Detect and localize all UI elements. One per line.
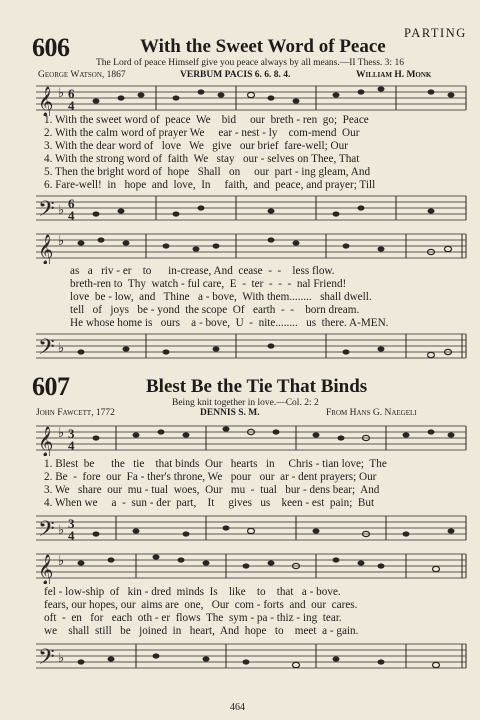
verse-line: love be - low, and Thine a - bove, With them........ shall dwell. (70, 291, 372, 303)
music-staff (36, 420, 468, 456)
svg-text:𝄢: 𝄢 (38, 335, 55, 364)
section-heading: PARTING (404, 26, 467, 40)
hymn-author: George Watson, 1867 (38, 70, 126, 80)
verse-line: 4. With the strong word of faith We stay our - selves on Thee, That (44, 153, 360, 165)
verse-line: 2. Be - fore our Fa - ther's throne, We pour our ar - dent prayers; Our (44, 471, 377, 483)
verse-line: tell of joys be - yond the scope Of earth - - born dream. (70, 304, 360, 316)
verse-line: 1. With the sweet word of peace We bid our breth - ren go; Peace (44, 114, 369, 126)
svg-text:𝄢: 𝄢 (38, 197, 55, 226)
verse-line: oft - en for each oth - er flows The sym - pa - thiz - ing tear. (44, 612, 342, 624)
music-staff (36, 638, 468, 674)
hymn-composer: William H. Monk (356, 70, 432, 80)
verse-line: 4. When we a - sun - der part, It gives us keen - est pain; But (44, 497, 375, 509)
svg-text:𝄞: 𝄞 (38, 427, 54, 456)
music-staff (36, 548, 468, 584)
verse-line: fears, our hopes, our aims are one, Our com - forts and our cares. (44, 599, 358, 611)
verse-line: breth-ren to Thy watch - ful care, E - ter - - - nal Friend! (70, 278, 347, 290)
hymn-author: John Fawcett, 1772 (36, 408, 115, 418)
svg-text:4: 4 (68, 208, 75, 223)
svg-text:𝄞: 𝄞 (38, 235, 54, 264)
svg-text:4: 4 (68, 98, 75, 113)
music-staff (36, 80, 468, 116)
svg-text:3: 3 (68, 426, 75, 441)
verse-line: fel - low-ship of kin - dred minds Is like to that a - bove. (44, 586, 341, 598)
verse-line: we shall still be joined in heart, And hope to meet a - gain. (44, 625, 359, 637)
music-staff (36, 190, 468, 226)
svg-text:4: 4 (68, 438, 75, 453)
svg-text:4: 4 (68, 528, 75, 543)
svg-text:𝄢: 𝄢 (38, 645, 55, 674)
svg-text:𝄞: 𝄞 (38, 555, 54, 584)
music-staff (36, 510, 468, 546)
scripture-reference: The Lord of peace Himself give you peace always by all means.—II Thess. 3: 16 (96, 58, 404, 68)
verse-line: 3. We share our mu - tual woes, Our mu - tual bur - dens bear; And (44, 484, 380, 496)
verse-line: 3. With the dear word of love We give our brief fare-well; Our (44, 140, 348, 152)
hymn-title: Blest Be the Tie That Binds (146, 376, 368, 397)
svg-text:♭: ♭ (58, 234, 65, 249)
music-staff (36, 328, 468, 364)
verse-line: 6. Fare-well! in hope and love, In faith, and peace, and prayer; Till (44, 179, 376, 191)
svg-text:♭: ♭ (58, 651, 65, 666)
page-number: 464 (230, 702, 245, 713)
hymn-title: With the Sweet Word of Peace (140, 36, 386, 57)
scripture-reference: Being knit together in love.—Col. 2: 2 (172, 398, 319, 408)
verse-line: 2. With the calm word of prayer We ear - nest - ly com-mend Our (44, 127, 360, 139)
svg-text:♭: ♭ (58, 426, 65, 441)
svg-text:𝄢: 𝄢 (38, 517, 55, 546)
verse-line: He whose home is ours a - bove, U - nite........ us there. A-MEN. (70, 317, 389, 329)
svg-text:3: 3 (68, 516, 75, 531)
svg-text:6: 6 (68, 196, 75, 211)
tune-name: VERBUM PACIS 6. 6. 8. 4. (180, 70, 291, 80)
music-staff (36, 228, 468, 264)
hymn-composer: From Hans G. Naegeli (326, 408, 417, 418)
tune-name: DENNIS S. M. (200, 408, 260, 418)
svg-text:𝄞: 𝄞 (38, 87, 54, 116)
svg-text:♭: ♭ (58, 554, 65, 569)
svg-text:♭: ♭ (58, 86, 65, 101)
verse-line: as a riv - er to in-crease, And cease - - less flow. (70, 265, 335, 277)
svg-text:♭: ♭ (58, 341, 65, 356)
hymn-number: 607 (32, 372, 70, 401)
svg-text:♭: ♭ (58, 203, 65, 218)
hymn-number: 606 (32, 33, 70, 62)
verse-line: 1. Blest be the tie that binds Our hearts in Chris - tian love; The (44, 458, 387, 470)
verse-line: 5. Then the bright word of hope Shall on our part - ing gleam, And (44, 166, 371, 178)
svg-text:6: 6 (68, 86, 75, 101)
svg-text:♭: ♭ (58, 523, 65, 538)
